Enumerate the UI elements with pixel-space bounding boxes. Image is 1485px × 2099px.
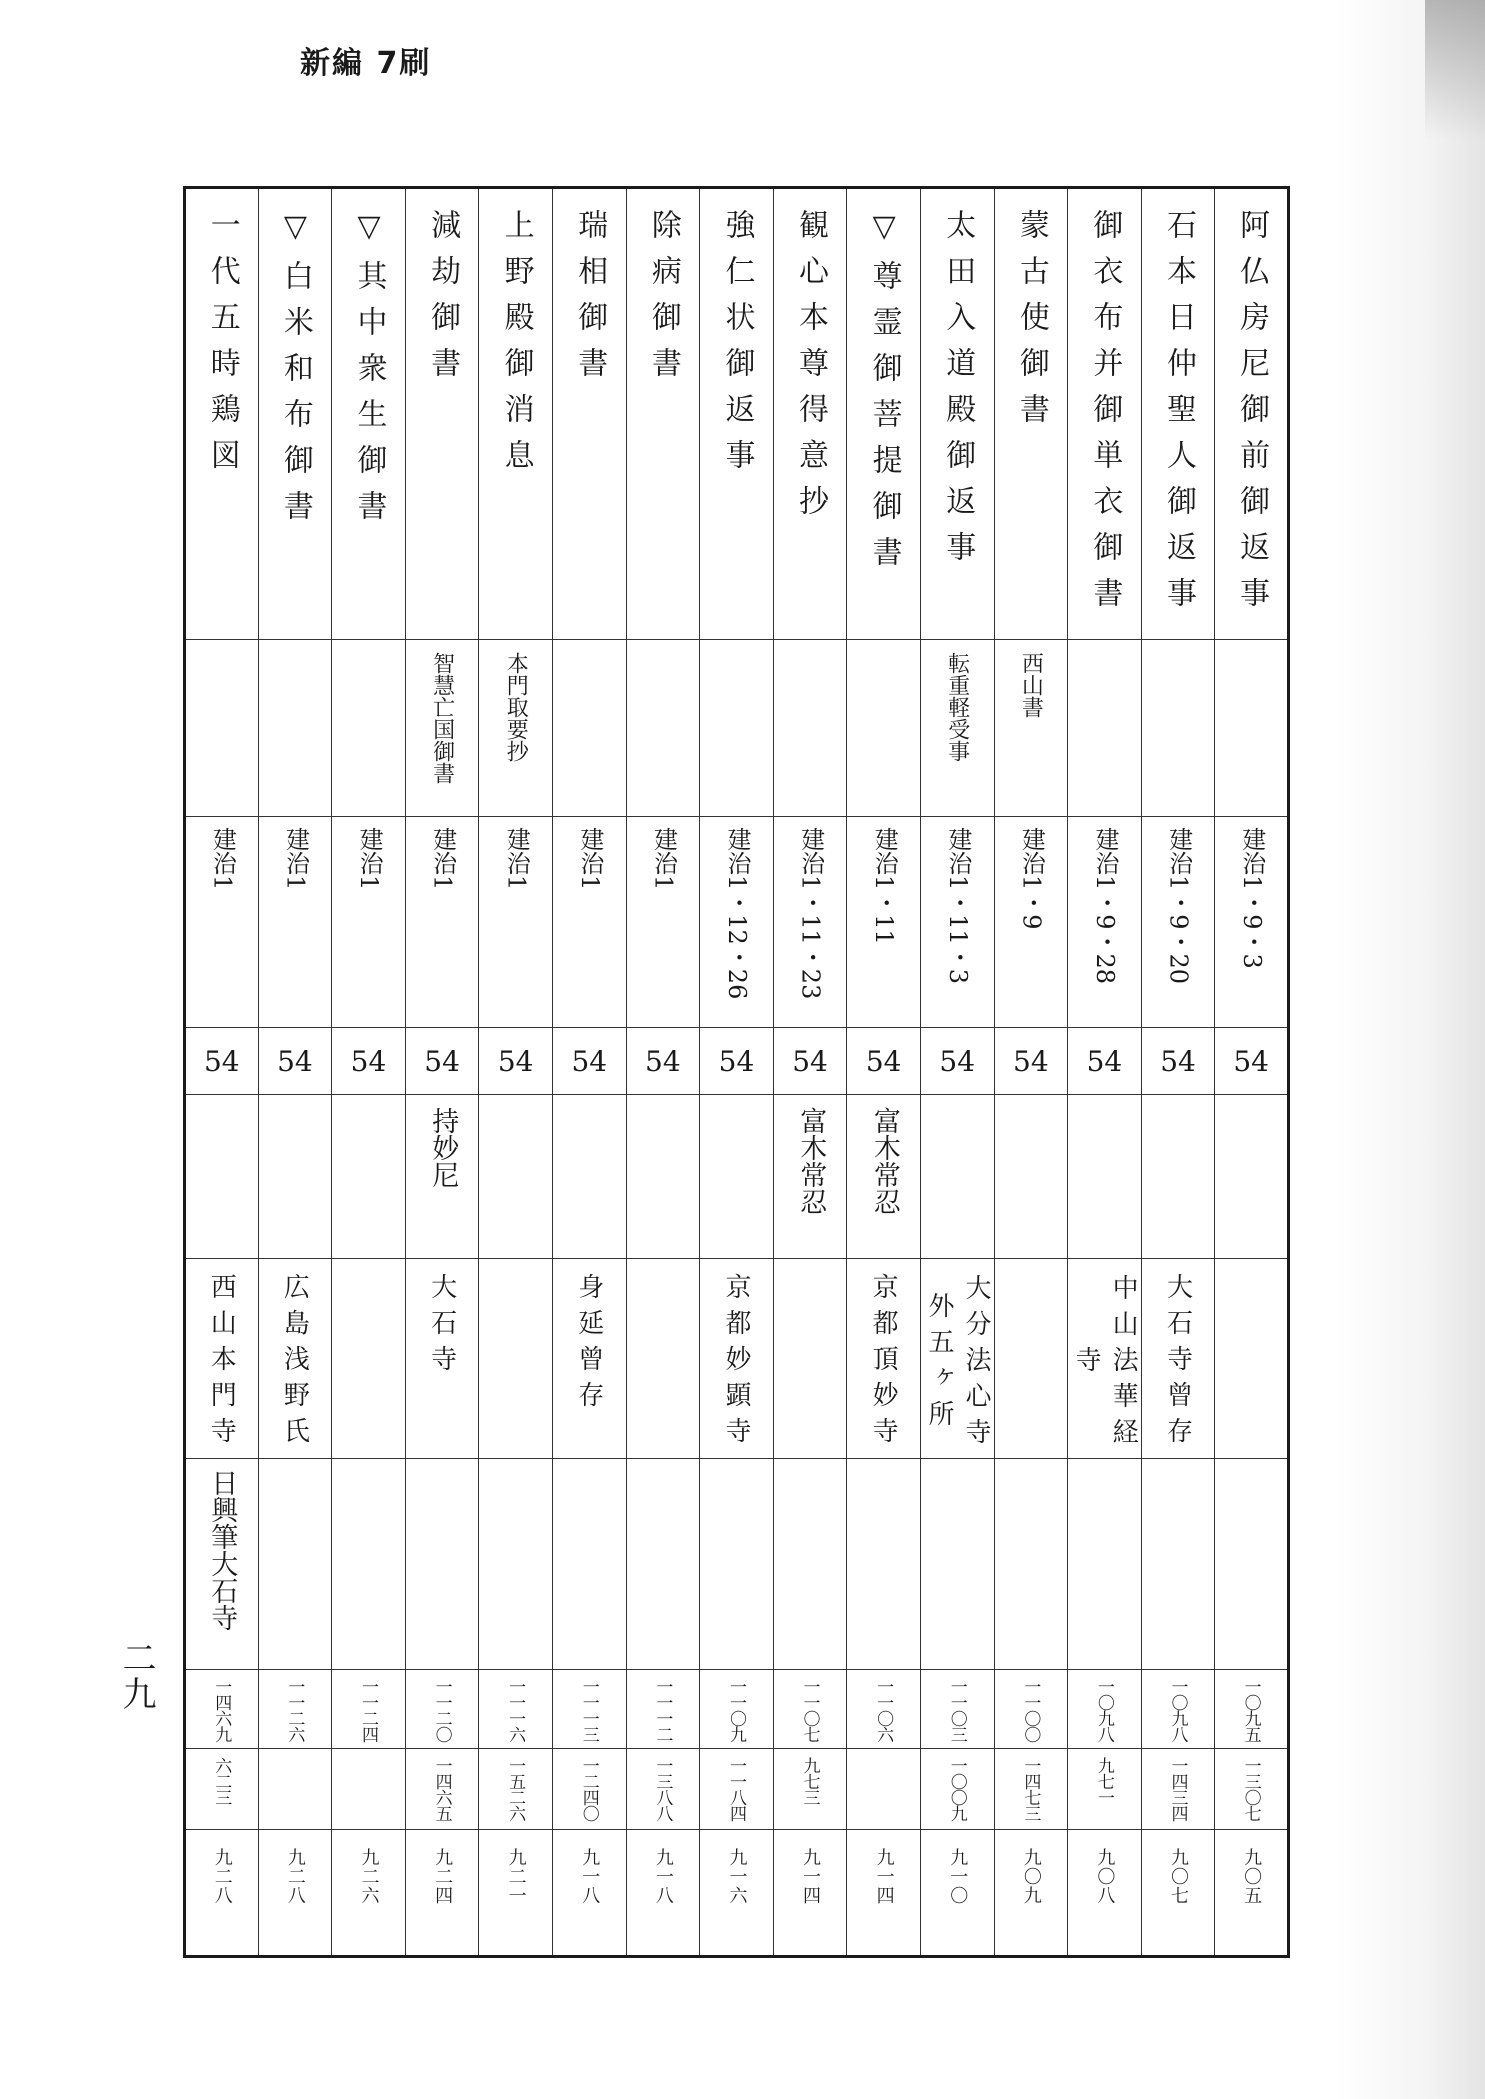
cell-page-ref-1 — [1141, 1670, 1215, 1749]
cell-title-text: 観心本尊得意抄 — [793, 209, 829, 531]
cell-page-ref-2 — [994, 1749, 1068, 1830]
cell-title-text: 除病御書 — [645, 209, 681, 393]
cell-page-ref-2-text: 一二四〇 — [578, 1757, 599, 1821]
cell-recipient — [1215, 1095, 1289, 1259]
cell-title-text: 瑞相御書 — [572, 209, 608, 393]
cell-page-ref-3 — [1068, 1830, 1142, 1957]
cell-title-text: 太田入道殿御返事 — [940, 209, 976, 577]
cell-volume — [1068, 1028, 1142, 1095]
cell-page-ref-2 — [405, 1749, 479, 1830]
cell-volume — [552, 1028, 626, 1095]
cell-volume — [479, 1028, 553, 1095]
cell-alias — [1215, 640, 1289, 817]
cell-page-ref-1 — [700, 1670, 774, 1749]
cell-page-ref-3 — [552, 1830, 626, 1957]
cell-page-ref-2 — [700, 1749, 774, 1830]
cell-page-ref-2-text: 一四六五 — [431, 1757, 452, 1821]
cell-page-ref-1-text: 一一二四 — [357, 1678, 378, 1742]
cell-volume-text: 54 — [792, 1044, 828, 1078]
cell-page-ref-1-text: 一一一三 — [578, 1678, 599, 1742]
cell-page-ref-3 — [332, 1830, 406, 1957]
cell-page-ref-3 — [700, 1830, 774, 1957]
cell-page-ref-2-text: 一四三四 — [1167, 1757, 1188, 1821]
cell-page-ref-1-text: 一四六九 — [211, 1678, 232, 1742]
cell-title — [773, 188, 847, 640]
cell-volume-text: 54 — [865, 1044, 902, 1078]
cell-title-text: 阿仏房尼御前御返事 — [1234, 209, 1270, 623]
cell-date-text: 建治1 — [208, 827, 237, 891]
cell-volume — [1141, 1028, 1215, 1095]
cell-recipient-text: 持妙尼 — [427, 1107, 459, 1188]
cell-note — [1141, 1459, 1215, 1670]
cell-location — [994, 1259, 1068, 1459]
cell-page-ref-3-text: 九〇八 — [1094, 1848, 1116, 1905]
cell-page-ref-2-text: 一五二六 — [505, 1757, 526, 1821]
cell-alias — [920, 640, 994, 817]
cell-title — [405, 188, 479, 640]
cell-title-text: 石本日仲聖人御返事 — [1161, 209, 1197, 623]
cell-page-ref-2 — [185, 1749, 259, 1830]
cell-page-ref-3-text: 九一八 — [579, 1848, 601, 1905]
cell-page-ref-1 — [847, 1670, 921, 1749]
cell-page-ref-2-text: 一三八八 — [652, 1757, 673, 1821]
page-edge-shadow — [1335, 0, 1485, 2099]
cell-date-text: 建治1・9・28 — [1091, 827, 1120, 985]
cell-location — [479, 1259, 553, 1459]
cell-location-text: 西山本門寺 — [206, 1273, 237, 1453]
cell-title-text: 減劫御書 — [425, 209, 461, 393]
row-date — [185, 817, 1289, 1028]
cell-alias — [258, 640, 332, 817]
cell-volume — [185, 1028, 259, 1095]
cell-location — [847, 1259, 921, 1459]
cell-page-ref-3-text: 九一四 — [800, 1848, 822, 1905]
cell-date — [1215, 817, 1289, 1028]
cell-title — [479, 188, 553, 640]
cell-date-text: 建治1 — [575, 827, 604, 891]
cell-page-ref-2 — [332, 1749, 406, 1830]
cell-date-text: 建治1・9 — [1017, 827, 1046, 930]
cell-page-ref-2-text: 一〇〇九 — [946, 1757, 967, 1821]
row-recipient — [185, 1095, 1289, 1259]
cell-page-ref-3-text: 九一〇 — [947, 1848, 969, 1905]
cell-date-text: 建治1・12・26 — [723, 827, 752, 1000]
cell-title-text: 上野殿御消息 — [498, 209, 534, 485]
cell-page-ref-1-text: 一〇九八 — [1167, 1678, 1188, 1742]
cell-location — [920, 1259, 994, 1459]
cell-date — [994, 817, 1068, 1028]
cell-page-ref-2-text: 九七一 — [1093, 1757, 1114, 1805]
cell-page-ref-2 — [552, 1749, 626, 1830]
row-title — [185, 188, 1289, 640]
page-number: 二九 — [116, 1640, 156, 1712]
cell-alias — [1068, 640, 1142, 817]
cell-alias — [773, 640, 847, 817]
cell-date — [920, 817, 994, 1028]
cell-note — [552, 1459, 626, 1670]
cell-date-text: 建治1・9・3 — [1237, 827, 1266, 969]
cell-alias — [994, 640, 1068, 817]
cell-date — [405, 817, 479, 1028]
cell-page-ref-3-text: 九一八 — [652, 1848, 674, 1905]
cell-location-text: 京都妙顕寺 — [720, 1273, 751, 1453]
cell-page-ref-1 — [920, 1670, 994, 1749]
cell-page-ref-2 — [1215, 1749, 1289, 1830]
cell-title — [332, 188, 406, 640]
cell-note — [479, 1459, 553, 1670]
cell-recipient — [626, 1095, 700, 1259]
cell-location-text: 広島浅野氏 — [279, 1273, 310, 1453]
cell-recipient — [552, 1095, 626, 1259]
cell-title — [1068, 188, 1142, 640]
cell-recipient — [920, 1095, 994, 1259]
cell-page-ref-1-text: 一一二六 — [284, 1678, 305, 1742]
cell-page-ref-3 — [405, 1830, 479, 1957]
cell-page-ref-1-text: 一一二〇 — [431, 1678, 452, 1742]
cell-date-text: 建治1 — [355, 827, 384, 891]
cell-note — [626, 1459, 700, 1670]
cell-volume-text: 54 — [277, 1044, 313, 1078]
cell-note — [847, 1459, 921, 1670]
cell-date-text: 建治1・11・23 — [796, 827, 825, 1000]
cell-recipient — [1141, 1095, 1215, 1259]
cell-date-text: 建治1 — [428, 827, 457, 891]
cell-page-ref-3-text: 九一六 — [726, 1848, 748, 1905]
cell-title-text: 御衣布并御単衣御書 — [1087, 209, 1123, 623]
cell-location-text: 大分法心寺外五ヶ所 — [923, 1273, 991, 1454]
cell-title — [185, 188, 259, 640]
cell-recipient — [994, 1095, 1068, 1259]
cell-title-text: 蒙古使御書 — [1013, 209, 1049, 439]
cell-location-text: 大石寺曾存 — [1162, 1273, 1193, 1453]
cell-alias-text: 西山書 — [1018, 652, 1044, 718]
cell-location — [552, 1259, 626, 1459]
cell-note — [332, 1459, 406, 1670]
cell-volume-text: 54 — [203, 1044, 240, 1078]
cell-volume-text: 54 — [497, 1044, 534, 1078]
cell-recipient — [332, 1095, 406, 1259]
cell-volume-text: 54 — [645, 1044, 681, 1078]
cell-location-text: 大石寺 — [426, 1273, 457, 1381]
cell-title — [920, 188, 994, 640]
cell-page-ref-1 — [185, 1670, 259, 1749]
cell-date — [626, 817, 700, 1028]
cell-title — [994, 188, 1068, 640]
cell-volume-text: 54 — [1086, 1044, 1123, 1078]
cell-date-text: 建治1・11・3 — [943, 827, 972, 985]
cell-page-ref-2-text: 九七三 — [799, 1757, 820, 1805]
cell-title — [700, 188, 774, 640]
cell-volume-text: 54 — [718, 1044, 755, 1078]
cell-date — [1068, 817, 1142, 1028]
cell-note — [1068, 1459, 1142, 1670]
cell-alias — [405, 640, 479, 817]
cell-recipient-text: 富木常忍 — [795, 1107, 827, 1215]
row-location — [185, 1259, 1289, 1459]
cell-volume — [847, 1028, 921, 1095]
cell-page-ref-3 — [626, 1830, 700, 1957]
cell-page-ref-3 — [1141, 1830, 1215, 1957]
cell-page-ref-3-text: 九二八 — [211, 1848, 233, 1905]
cell-page-ref-2 — [920, 1749, 994, 1830]
cell-volume-text: 54 — [1160, 1044, 1196, 1078]
row-note — [185, 1459, 1289, 1670]
cell-volume-text: 54 — [424, 1044, 460, 1078]
cell-title-text: ▽尊霊御菩提御書 — [866, 209, 902, 582]
cell-date — [185, 817, 259, 1028]
cell-recipient — [405, 1095, 479, 1259]
cell-volume-text: 54 — [1013, 1044, 1049, 1078]
cell-volume — [1215, 1028, 1289, 1095]
cell-alias — [700, 640, 774, 817]
edition-label: 新編 7刷 — [300, 46, 432, 81]
cell-title — [1215, 188, 1289, 640]
cell-page-ref-2 — [479, 1749, 553, 1830]
cell-date-text: 建治1 — [649, 827, 678, 891]
cell-alias — [626, 640, 700, 817]
cell-title-text: ▽其中衆生御書 — [351, 209, 387, 536]
cell-alias-text: 本門取要抄 — [503, 652, 529, 762]
cell-volume — [626, 1028, 700, 1095]
cell-title — [847, 188, 921, 640]
cell-date — [258, 817, 332, 1028]
cell-page-ref-2 — [1141, 1749, 1215, 1830]
writings-table — [183, 186, 1290, 1958]
cell-location — [626, 1259, 700, 1459]
cell-date — [847, 817, 921, 1028]
cell-page-ref-3-text: 九二六 — [358, 1848, 380, 1905]
cell-location — [1068, 1259, 1142, 1459]
cell-location-text: 身延曾存 — [573, 1273, 604, 1417]
cell-page-ref-1 — [1068, 1670, 1142, 1749]
cell-note — [773, 1459, 847, 1670]
cell-note-text: 日興筆大石寺 — [206, 1469, 238, 1631]
cell-alias — [185, 640, 259, 817]
cell-page-ref-3-text: 九〇七 — [1168, 1848, 1190, 1905]
cell-location-text: 京都頂妙寺 — [868, 1273, 899, 1453]
cell-page-ref-3 — [920, 1830, 994, 1957]
cell-page-ref-2-text: 一四七三 — [1020, 1757, 1041, 1821]
cell-page-ref-1-text: 一一〇三 — [946, 1678, 967, 1742]
cell-location — [773, 1259, 847, 1459]
cell-volume — [405, 1028, 479, 1095]
cell-page-ref-3-text: 九二一 — [505, 1848, 527, 1905]
cell-page-ref-2-text: 六二三 — [211, 1757, 232, 1805]
cell-title — [258, 188, 332, 640]
row-page-ref-2 — [185, 1749, 1289, 1830]
cell-location — [185, 1259, 259, 1459]
cell-page-ref-3 — [773, 1830, 847, 1957]
cell-note — [405, 1459, 479, 1670]
cell-recipient — [773, 1095, 847, 1259]
cell-alias — [847, 640, 921, 817]
cell-date-text: 建治1 — [281, 827, 310, 891]
cell-page-ref-1-text: 一〇九八 — [1093, 1678, 1114, 1742]
cell-date — [773, 817, 847, 1028]
cell-volume — [258, 1028, 332, 1095]
cell-page-ref-1-text: 一一〇〇 — [1020, 1678, 1041, 1742]
cell-page-ref-1 — [1215, 1670, 1289, 1749]
cell-volume — [994, 1028, 1068, 1095]
cell-page-ref-3 — [185, 1830, 259, 1957]
cell-volume — [332, 1028, 406, 1095]
cell-volume-text: 54 — [939, 1044, 976, 1078]
cell-date-text: 建治1・9・20 — [1164, 827, 1193, 985]
cell-page-ref-1 — [552, 1670, 626, 1749]
cell-page-ref-3-text: 九二八 — [284, 1848, 306, 1905]
cell-page-ref-1-text: 一一〇九 — [725, 1678, 746, 1742]
row-alias — [185, 640, 1289, 817]
cell-alias — [552, 640, 626, 817]
cell-volume-text: 54 — [1233, 1044, 1269, 1078]
cell-page-ref-2-text: 一三〇七 — [1240, 1757, 1261, 1821]
cell-alias-text: 智慧亡国御書 — [429, 652, 455, 784]
cell-page-ref-3 — [847, 1830, 921, 1957]
cell-note — [994, 1459, 1068, 1670]
cell-page-ref-1-text: 一〇九五 — [1240, 1678, 1261, 1742]
cell-page-ref-1 — [626, 1670, 700, 1749]
cell-volume — [773, 1028, 847, 1095]
cell-title — [1141, 188, 1215, 640]
cell-page-ref-2 — [773, 1749, 847, 1830]
cell-page-ref-3-text: 九〇五 — [1241, 1848, 1263, 1905]
cell-recipient — [700, 1095, 774, 1259]
cell-page-ref-1 — [994, 1670, 1068, 1749]
row-volume — [185, 1028, 1289, 1095]
cell-title-text: 一代五時鶏図 — [204, 209, 240, 485]
cell-page-ref-3-text: 九〇九 — [1020, 1848, 1042, 1905]
cell-volume — [700, 1028, 774, 1095]
cell-page-ref-2 — [847, 1749, 921, 1830]
cell-location — [1141, 1259, 1215, 1459]
cell-page-ref-2 — [1068, 1749, 1142, 1830]
cell-page-ref-3-text: 九一四 — [873, 1848, 895, 1905]
cell-title — [626, 188, 700, 640]
cell-alias — [332, 640, 406, 817]
cell-note — [700, 1459, 774, 1670]
cell-page-ref-1 — [332, 1670, 406, 1749]
cell-location-text: 中山法華経寺 — [1071, 1273, 1139, 1454]
cell-date-text: 建治1 — [502, 827, 531, 891]
cell-page-ref-3 — [994, 1830, 1068, 1957]
cell-location — [405, 1259, 479, 1459]
cell-alias-text: 転重軽受事 — [944, 652, 970, 762]
cell-page-ref-1-text: 一一一六 — [505, 1678, 526, 1742]
cell-recipient-text: 富木常忍 — [868, 1107, 900, 1215]
cell-note — [185, 1459, 259, 1670]
cell-page-ref-3 — [258, 1830, 332, 1957]
row-page-ref-3 — [185, 1830, 1289, 1957]
cell-location — [700, 1259, 774, 1459]
cell-location — [332, 1259, 406, 1459]
cell-page-ref-2 — [258, 1749, 332, 1830]
cell-volume — [920, 1028, 994, 1095]
cell-page-ref-2-text: 一一八四 — [725, 1757, 746, 1821]
cell-recipient — [185, 1095, 259, 1259]
cell-alias — [479, 640, 553, 817]
cell-page-ref-1-text: 一一〇七 — [799, 1678, 820, 1742]
cell-date — [1141, 817, 1215, 1028]
cell-note — [1215, 1459, 1289, 1670]
cell-location — [258, 1259, 332, 1459]
page-corner-shadow — [1425, 0, 1485, 140]
cell-page-ref-3 — [1215, 1830, 1289, 1957]
cell-note — [920, 1459, 994, 1670]
cell-page-ref-1 — [405, 1670, 479, 1749]
cell-recipient — [847, 1095, 921, 1259]
cell-date — [552, 817, 626, 1028]
cell-page-ref-1 — [773, 1670, 847, 1749]
cell-page-ref-1-text: 一一一二 — [652, 1678, 673, 1742]
cell-note — [258, 1459, 332, 1670]
cell-page-ref-1 — [258, 1670, 332, 1749]
cell-recipient — [1068, 1095, 1142, 1259]
cell-date — [332, 817, 406, 1028]
cell-recipient — [479, 1095, 553, 1259]
cell-location — [1215, 1259, 1289, 1459]
cell-page-ref-3-text: 九二四 — [432, 1848, 454, 1905]
cell-volume-text: 54 — [350, 1044, 387, 1078]
cell-page-ref-3 — [479, 1830, 553, 1957]
cell-volume-text: 54 — [571, 1044, 608, 1078]
cell-date — [479, 817, 553, 1028]
cell-page-ref-1 — [479, 1670, 553, 1749]
cell-recipient — [258, 1095, 332, 1259]
cell-page-ref-1-text: 一一〇六 — [873, 1678, 894, 1742]
cell-title-text: ▽白米和布御書 — [277, 209, 313, 536]
row-page-ref-1 — [185, 1670, 1289, 1749]
cell-title-text: 強仁状御返事 — [719, 209, 755, 485]
cell-page-ref-2 — [626, 1749, 700, 1830]
cell-title — [552, 188, 626, 640]
cell-date-text: 建治1・11 — [870, 827, 899, 945]
cell-date — [700, 817, 774, 1028]
cell-alias — [1141, 640, 1215, 817]
